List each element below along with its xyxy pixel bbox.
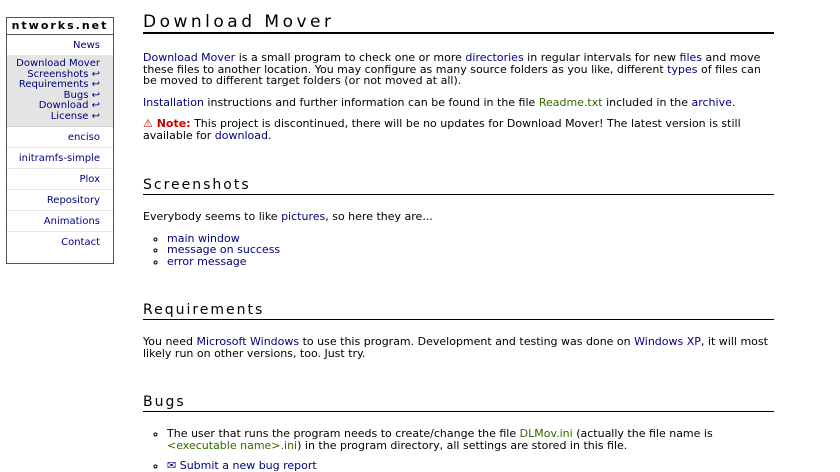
screenshots-list xyxy=(143,233,774,268)
bugs-list xyxy=(143,428,774,472)
sidebar-item-news[interactable]: News xyxy=(7,35,113,56)
windows-xp-link[interactable]: Windows XP xyxy=(634,335,701,348)
list-item xyxy=(167,256,774,268)
success-message-link[interactable]: message on success xyxy=(167,243,281,256)
list-item: ◦ The user that runs the program needs to create/change the file DLMov.ini (actually the file name is <executable name>.ini) in the program directory, all settings are stored in this file. xyxy=(167,428,774,451)
files-link[interactable]: files xyxy=(679,51,703,64)
sidebar-item-animations[interactable]: Animations xyxy=(7,211,113,232)
intro-paragraph: Download Mover is a small program to check one or more directories in regular intervals for new files and move these files to another location. You may configure as many source folders as you like, different types of files can be moved to different target folders (or not moved at all). xyxy=(143,51,761,87)
sidebar-sub-bugs[interactable]: Bugs ↩ xyxy=(63,89,100,101)
requirements-paragraph: You need Microsoft Windows to use this program. Development and testing was done on Windows XP, it will most likely run on other versions, too. Just try. xyxy=(143,335,768,360)
sidebar-item-initramfs-simple[interactable]: initramfs-simple xyxy=(7,148,113,169)
microsoft-windows-link[interactable]: Microsoft Windows xyxy=(196,335,300,348)
executable-ini-filename: <executable name>.ini xyxy=(167,438,298,452)
archive-link[interactable]: archive xyxy=(691,95,732,109)
sidebar-item-enciso[interactable]: enciso xyxy=(7,127,113,148)
readme-filename: Readme.txt xyxy=(538,95,603,109)
sidebar-active-section xyxy=(7,56,113,127)
discontinued-note: ⚠ Note: This project is discontinued, there will be no updates for Download Mover! The latest version is still available for download. xyxy=(143,117,741,142)
list-item xyxy=(167,244,774,256)
submit-bug-report-link[interactable]: ✉ Submit a new bug report xyxy=(167,459,317,472)
sidebar-item-repository[interactable]: Repository xyxy=(7,190,113,211)
directories-link[interactable]: directories xyxy=(465,51,524,64)
error-message-link[interactable]: error message xyxy=(167,254,247,268)
screenshots-heading: Screenshots xyxy=(143,178,774,195)
sidebar-item-contact[interactable]: Contact xyxy=(61,236,100,248)
screenshots-intro: Everybody seems to like pictures, so here they are... xyxy=(143,210,433,223)
types-link[interactable]: types xyxy=(667,62,698,76)
sidebar-item-download-mover[interactable]: Download Mover xyxy=(16,58,100,69)
ini-filename: DLMov.ini xyxy=(519,427,573,440)
sidebar-item-plox[interactable]: Plox xyxy=(7,169,113,190)
site-brand[interactable]: ntworks.net xyxy=(7,18,113,35)
page-title: Download Mover xyxy=(143,12,774,34)
warning-note-label: ⚠ Note: xyxy=(143,117,191,130)
sidebar-sub-license[interactable]: License ↩ xyxy=(50,110,100,122)
list-item xyxy=(167,460,774,472)
sidebar-sub-requirements[interactable]: Requirements ↩ xyxy=(18,79,100,91)
main-content xyxy=(143,12,774,472)
main-window-link[interactable]: main window xyxy=(167,231,240,245)
bugs-heading: Bugs xyxy=(143,395,774,412)
sidebar-nav xyxy=(6,17,114,264)
sidebar-sub-screenshots[interactable]: Screenshots ↩ xyxy=(27,68,100,80)
installation-link[interactable]: Installation xyxy=(143,95,204,109)
download-mover-link[interactable]: Download Mover xyxy=(143,51,236,64)
sidebar-sub-download[interactable]: Download ↩ xyxy=(38,100,100,112)
download-link[interactable]: download xyxy=(214,128,268,142)
install-paragraph: Installation instructions and further information can be found in the file Readme.txt included in the archive. xyxy=(143,95,736,109)
requirements-heading: Requirements xyxy=(143,303,774,320)
pictures-link[interactable]: pictures xyxy=(281,210,326,223)
